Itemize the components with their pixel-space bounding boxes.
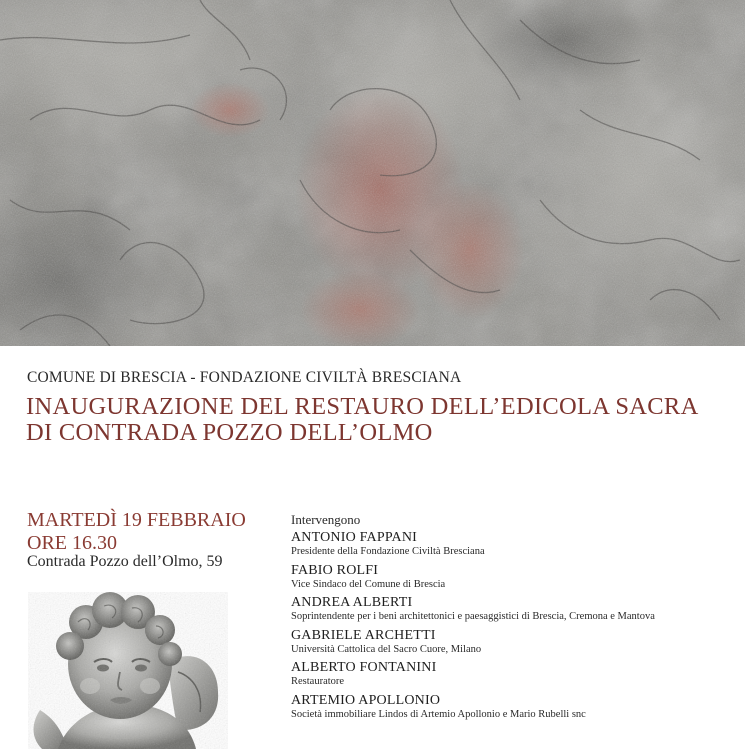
event-title-line-1: INAUGURAZIONE DEL RESTAURO DELL’EDICOLA SACRA — [26, 393, 699, 420]
speaker-role: Restauratore — [291, 676, 345, 687]
speaker-item — [291, 595, 741, 628]
event-time: ORE 16.30 — [27, 532, 117, 554]
speaker-item — [291, 530, 741, 563]
speaker-item — [291, 660, 741, 693]
cherub-sculpture-photo — [28, 592, 228, 749]
speaker-item — [291, 693, 741, 726]
speaker-item — [291, 563, 741, 596]
fresco-photo — [0, 0, 745, 346]
speaker-name: ANTONIO FAPPANI — [291, 530, 418, 545]
speakers-list — [291, 530, 741, 725]
speaker-role: Società immobiliare Lindos di Artemio Apollonio e Mario Rubelli snc — [291, 708, 586, 720]
speaker-name: ARTEMIO APOLLONIO — [291, 692, 441, 708]
event-title — [26, 394, 699, 446]
organizers-line: COMUNE DI BRESCIA - FONDAZIONE CIVILTÀ BRESCIANA — [27, 369, 462, 386]
speaker-role: Presidente della Fondazione Civiltà Bresciana — [291, 546, 485, 557]
speaker-name: FABIO ROLFI — [291, 562, 379, 578]
event-date: MARTEDÌ 19 FEBBRAIO — [27, 509, 246, 531]
event-place: Contrada Pozzo dell’Olmo, 59 — [27, 553, 223, 570]
event-title-line-2: DI CONTRADA POZZO DELL’OLMO — [26, 419, 433, 446]
speaker-role: Università Cattolica del Sacro Cuore, Milano — [291, 643, 482, 655]
speaker-role: Vice Sindaco del Comune di Brescia — [291, 578, 446, 590]
speakers-heading: Intervengono — [291, 512, 361, 527]
speaker-role: Soprintendente per i beni architettonici e paesaggistici di Brescia, Cremona e Mantova — [291, 611, 655, 622]
speaker-name: ALBERTO FONTANINI — [291, 660, 437, 675]
speaker-name: GABRIELE ARCHETTI — [291, 627, 436, 643]
speaker-name: ANDREA ALBERTI — [291, 595, 413, 610]
speaker-item — [291, 628, 741, 661]
